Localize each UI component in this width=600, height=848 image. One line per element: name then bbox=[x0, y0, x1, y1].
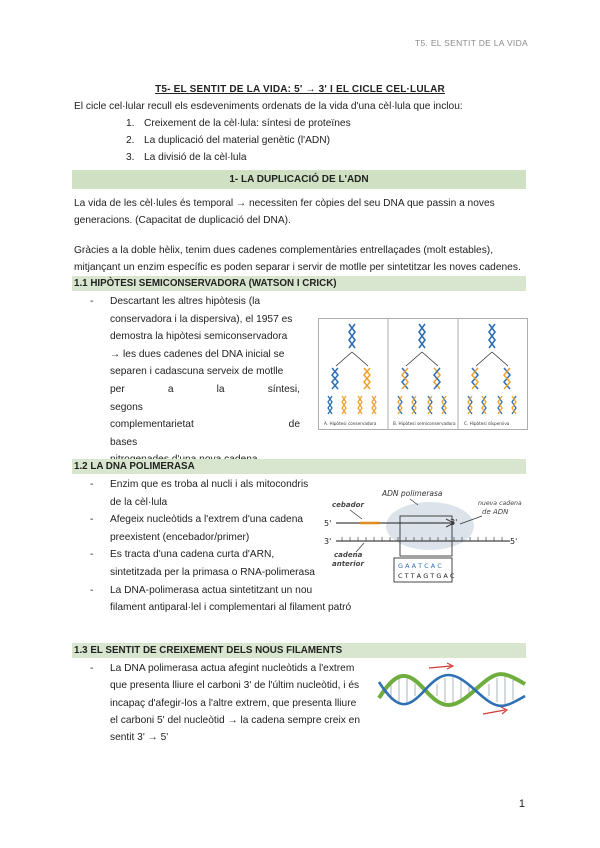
list-item bbox=[126, 118, 351, 129]
paragraph-line: Gràcies a la doble hèlix, tenim dues cadenes complementàries entrellaçades (molt estables), bbox=[74, 245, 494, 256]
label-enzyme: ADN polimerasa bbox=[382, 489, 443, 498]
list-item bbox=[126, 135, 330, 146]
helix-strand-blue bbox=[379, 675, 525, 706]
bullet-line: de la cèl·lula bbox=[110, 496, 168, 508]
bullet-line: - Es tracta d'una cadena curta d'ARN, bbox=[110, 549, 275, 561]
label-5prime-bottom: 5' bbox=[510, 537, 518, 546]
replication-hypotheses-figure bbox=[318, 318, 528, 430]
paragraph-double-helix bbox=[74, 242, 526, 276]
list-item bbox=[90, 660, 370, 746]
label-5prime-top: 5' bbox=[324, 519, 332, 528]
label-new-strand-2: de ADN bbox=[482, 508, 509, 516]
intro-text: El cicle cel·lular recull els esdeveniments ordenats de la vida d'una cèl·lula que inclou: bbox=[74, 101, 463, 112]
paragraph-line: mitjançant un enzim específic es poden separar i servir de motlle per sintetitzar les noves cadenes. bbox=[74, 262, 521, 273]
direction-arrow-top bbox=[429, 666, 451, 668]
bullet-line: → les dues cadenes del DNA inicial se bbox=[110, 348, 285, 360]
list-text: La duplicació del material genètic (l'ADN) bbox=[144, 135, 330, 146]
bullet-line: demostra la hipòtesi semiconservadora bbox=[110, 331, 288, 343]
bullet-line: sentit 3' → 5' bbox=[110, 732, 169, 744]
list-item bbox=[126, 152, 247, 163]
list-item bbox=[90, 582, 352, 617]
list-item bbox=[90, 476, 318, 511]
label-3prime-bottom: 3' bbox=[324, 537, 332, 546]
bullet-line: el carboni 5' del nucleòtid → la cadena sempre creix en bbox=[110, 714, 360, 726]
paragraph-temporal bbox=[74, 195, 526, 229]
page-title bbox=[0, 84, 600, 95]
label-3prime-top: 3' bbox=[450, 518, 458, 527]
label-primer: cebador bbox=[332, 501, 364, 509]
paragraph-line: La vida de les cèl·lules és temporal → necessiten fer còpies del seu DNA que passin a noves bbox=[74, 198, 495, 209]
bullet-line: - Afegeix nucleòtids a l'extrem d'una cadena bbox=[110, 514, 304, 526]
list-item bbox=[90, 511, 318, 546]
figure-caption: B. Hipòtesi semiconservadora bbox=[393, 421, 456, 426]
paragraph-line: generacions. (Capacitat de duplicació del DNA). bbox=[74, 215, 291, 226]
helix-rungs bbox=[391, 676, 513, 704]
bullet-line: incapaç d'afegir-los a l'altre extrem, que presenta lliure bbox=[110, 697, 357, 709]
dna-polymerase-figure bbox=[320, 486, 530, 586]
list-text: Creixement de la cèl·lula: síntesi de proteïnes bbox=[144, 118, 351, 129]
bullet-line: que presenta lliure el carboni 3' de l'últim nucleòtid, i és bbox=[110, 680, 360, 692]
bullet-line: - La DNA polimerasa actua afegint nucleòtids a l'extrem bbox=[110, 663, 355, 674]
label-new-strand: nueva cadena bbox=[478, 500, 522, 507]
helix-strand-green bbox=[379, 674, 525, 705]
figure-caption: C. Hipòtesi dispersiva bbox=[464, 421, 510, 426]
bullet-line: per a la síntesi, segons bbox=[110, 383, 300, 413]
section-heading-growth-direction: 1.3 EL SENTIT DE CREIXEMENT DELS NOUS FILAMENTS bbox=[72, 643, 526, 658]
bullet-line: sintetitzada per la primasa o RNA-polimerasa bbox=[110, 566, 315, 578]
bullet-line: filament antiparal·lel i complementari al filament patró bbox=[110, 602, 352, 614]
double-helix-figure bbox=[377, 660, 527, 720]
label-template: cadena bbox=[334, 551, 363, 559]
sequence-new: G A A T C A C bbox=[398, 562, 442, 570]
page-title-text: T5- EL SENTIT DE LA VIDA: 5' → 3' I EL CICLE CEL·LULAR bbox=[155, 84, 445, 95]
bullet-line: preexistent (encebador/primer) bbox=[110, 531, 250, 543]
list-number: 2. bbox=[126, 135, 135, 146]
bullet-line: complementarietat de bases bbox=[110, 419, 300, 448]
polymerase-enzyme-shape bbox=[386, 502, 474, 550]
bullet-line: conservadora i la dispersiva), el 1957 es bbox=[110, 313, 293, 325]
direction-arrow-bottom bbox=[483, 710, 505, 714]
list-item bbox=[90, 546, 318, 581]
list-text: La divisió de la cèl·lula bbox=[144, 152, 247, 163]
bullet-line: - Descartant les altres hipòtesis (la bbox=[110, 296, 261, 307]
bullet-list-growth-direction bbox=[90, 660, 370, 746]
page-number: 1 bbox=[518, 798, 525, 810]
list-number: 1. bbox=[126, 118, 135, 129]
bullet-line: - Enzim que es troba al nucli i als mitocondris bbox=[110, 479, 309, 490]
running-header: T5. EL SENTIT DE LA VIDA bbox=[414, 38, 528, 48]
bullet-line: separen i cadascuna serveix de motlle bbox=[110, 366, 284, 378]
label-template-2: anterior bbox=[332, 560, 364, 568]
list-item bbox=[90, 293, 300, 469]
section-banner: 1- LA DUPLICACIÓ DE L'ADN bbox=[72, 170, 526, 189]
list-number: 3. bbox=[126, 152, 135, 163]
figure-caption: A. Hipòtesi conservadora bbox=[324, 421, 377, 426]
bullet-line: - La DNA-polimerasa actua sintetitzant un nou bbox=[110, 584, 313, 596]
sequence-template: C T T A G T G A C bbox=[398, 572, 455, 580]
section-heading-dna-polymerase: 1.2 LA DNA POLIMERASA bbox=[72, 459, 526, 474]
section-heading-semiconservative: 1.1 HIPÒTESI SEMICONSERVADORA (WATSON I CRICK) bbox=[72, 276, 526, 291]
bullet-list-semiconservative bbox=[90, 293, 300, 469]
